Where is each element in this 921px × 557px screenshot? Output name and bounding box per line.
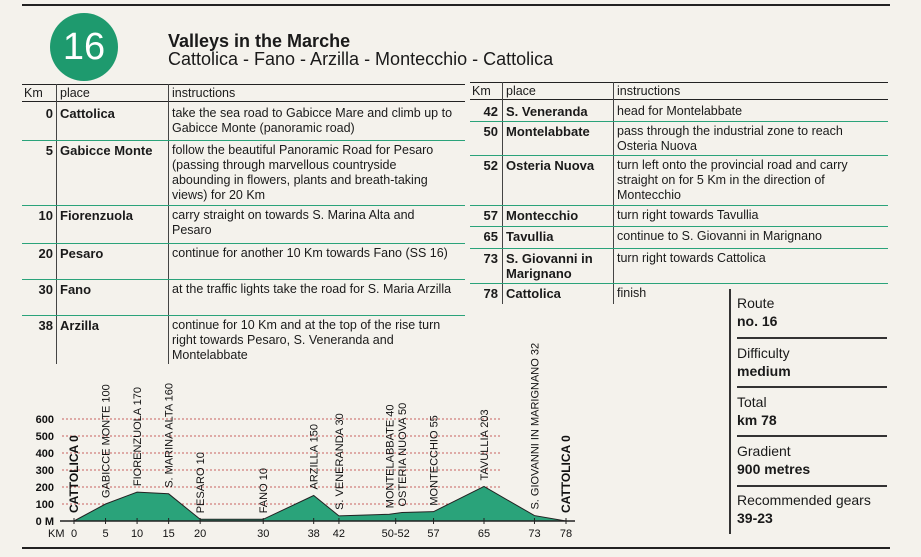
route-label: Route xyxy=(737,295,775,311)
row-separator xyxy=(470,155,888,156)
table-header-rule xyxy=(22,101,465,102)
row-instructions: continue for another 10 Km towards Fano (SS 16) xyxy=(172,246,448,260)
elevation-area xyxy=(74,486,566,521)
gears-label: Recommended gears xyxy=(737,492,871,508)
y-tick-label: 300 xyxy=(35,465,54,477)
row-separator xyxy=(470,121,888,122)
row-separator xyxy=(22,315,465,316)
place-elevation-label: S. MARINA ALTA 160 xyxy=(163,383,176,488)
row-instructions: continue to S. Giovanni in Marignano xyxy=(617,229,822,243)
row-km: 73 xyxy=(483,251,498,266)
header-place: place xyxy=(60,86,90,100)
header-instructions: instructions xyxy=(172,86,236,100)
row-instructions: continue for 10 Km and at the top of the rise turn right towards Pesaro, S. Veneranda and Montelabbate xyxy=(172,318,441,362)
row-km: 10 xyxy=(38,208,53,223)
info-route xyxy=(737,294,777,330)
place-elevation-label: CATTOLICA 0 xyxy=(559,435,573,513)
total-value: km 78 xyxy=(737,412,777,428)
row-place: Cattolica xyxy=(506,286,561,301)
page-title: Valleys in the Marche xyxy=(168,31,351,51)
row-instructions: follow the beautiful Panoramic Road for Pesaro (passing through marvellous countryside abounding in flowers, plants and breath-taking views) for 20 Km xyxy=(172,143,434,202)
row-place: Fiorenzuola xyxy=(60,208,133,223)
row-instructions: finish xyxy=(617,286,647,300)
y-tick-label: 0 M xyxy=(35,516,54,528)
row-place: S. Veneranda xyxy=(506,104,588,119)
column-divider xyxy=(502,82,503,304)
table-header-rule xyxy=(22,84,465,85)
route-number: 16 xyxy=(62,25,106,68)
row-km: 78 xyxy=(483,286,498,301)
gears-value: 39-23 xyxy=(737,510,773,526)
x-tick-label: 20 xyxy=(194,528,207,540)
row-km: 50 xyxy=(483,124,498,139)
place-elevation-label: OSTERIA NUOVA 50 xyxy=(397,402,409,507)
row-instructions: take the sea road to Gabicce Mare and climb up to Gabicce Monte (panoramic road) xyxy=(172,106,453,135)
row-instructions: head for Montelabbate xyxy=(617,104,743,118)
x-tick-label: 15 xyxy=(162,528,175,540)
row-separator xyxy=(470,283,888,284)
row-place: Tavullia xyxy=(506,229,554,244)
row-km: 42 xyxy=(483,104,498,119)
elevation-profile-chart xyxy=(0,340,600,545)
y-tick-label: 100 xyxy=(35,499,54,511)
x-tick-label: 0 xyxy=(70,528,78,540)
row-km: 0 xyxy=(45,106,53,121)
row-place: Arzilla xyxy=(60,318,100,333)
difficulty-label: Difficulty xyxy=(737,345,790,361)
row-km: 57 xyxy=(483,208,498,223)
place-elevation-label: S. VENERANDA 30 xyxy=(333,413,346,510)
row-km: 65 xyxy=(483,229,498,244)
info-gears xyxy=(737,491,871,527)
info-gradient xyxy=(737,442,810,478)
row-instructions: carry straight on towards S. Marina Alta and Pesaro xyxy=(172,208,415,237)
row-separator xyxy=(470,248,888,249)
place-elevation-label: FANO 10 xyxy=(258,468,271,514)
row-instructions: at the traffic lights take the road for S. Maria Arzilla xyxy=(172,282,452,296)
info-total xyxy=(737,393,777,429)
row-place: Montelabbate xyxy=(506,124,590,139)
place-elevation-label: CATTOLICA 0 xyxy=(67,435,81,513)
gradient-label: Gradient xyxy=(737,443,791,459)
row-km: 52 xyxy=(483,158,498,173)
table-header-rule xyxy=(470,82,888,83)
row-separator xyxy=(22,243,465,244)
info-separator xyxy=(737,337,887,339)
x-tick-label: 10 xyxy=(130,528,144,540)
row-place: Fano xyxy=(60,282,92,297)
place-elevation-label: PESARO 10 xyxy=(195,452,208,514)
x-tick-label: 78 xyxy=(559,528,573,540)
row-place: Gabicce Monte xyxy=(60,143,153,158)
row-separator xyxy=(22,140,465,141)
header-km: Km xyxy=(472,84,491,98)
row-instructions: turn right towards Tavullia xyxy=(617,208,759,222)
place-elevation-label: TAVULLIA 203 xyxy=(479,409,491,481)
info-separator xyxy=(737,435,887,437)
x-tick-label: 73 xyxy=(528,528,541,540)
x-tick-label: 42 xyxy=(332,528,346,540)
row-instructions: turn right towards Cattolica xyxy=(617,251,766,265)
route-number-badge xyxy=(50,13,118,81)
place-elevation-label: MONTECCHIO 55 xyxy=(428,415,441,506)
total-label: Total xyxy=(737,394,767,410)
row-separator xyxy=(470,226,888,227)
x-tick-label: 65 xyxy=(477,528,491,540)
top-rule xyxy=(22,4,890,6)
row-km: 20 xyxy=(38,246,53,261)
place-elevation-label: FIORENZUOLA 170 xyxy=(132,387,145,487)
row-km: 30 xyxy=(38,282,53,297)
row-instructions: turn left onto the provincial road and carry straight on for 5 Km in the direction of Montecchio xyxy=(617,158,848,202)
place-elevation-label: MONTELABBATE 40 xyxy=(384,404,397,509)
header-km: Km xyxy=(24,86,43,100)
y-tick-label: 500 xyxy=(35,431,54,443)
row-place: Cattolica xyxy=(60,106,115,121)
place-elevation-label: ARZILLA 150 xyxy=(308,424,321,490)
place-elevation-label: GABICCE MONTE 100 xyxy=(100,384,113,498)
column-divider xyxy=(168,84,169,364)
header-instructions: instructions xyxy=(617,84,681,98)
row-instructions: pass through the industrial zone to reach Osteria Nuova xyxy=(617,124,843,153)
info-separator xyxy=(737,485,887,487)
row-separator xyxy=(22,279,465,280)
route-value: no. 16 xyxy=(737,313,778,329)
page-subtitle: Cattolica - Fano - Arzilla - Montecchio - Cattolica xyxy=(168,49,554,69)
x-tick-label: 5 xyxy=(102,528,109,540)
info-divider xyxy=(729,289,731,534)
y-tick-label: 400 xyxy=(35,448,54,460)
bottom-rule xyxy=(22,547,890,549)
row-separator xyxy=(470,205,888,206)
info-difficulty xyxy=(737,344,791,380)
x-tick-label: 38 xyxy=(307,528,320,540)
x-tick-label: 50-52 xyxy=(381,528,410,540)
table-header-rule xyxy=(470,99,888,100)
row-place: Montecchio xyxy=(506,208,579,223)
difficulty-value: medium xyxy=(737,363,791,379)
info-separator xyxy=(737,386,887,388)
x-axis-unit: KM xyxy=(48,528,65,540)
y-tick-label: 600 xyxy=(35,414,54,426)
row-km: 38 xyxy=(38,318,53,333)
row-place: S. Giovanni in Marignano xyxy=(506,251,593,281)
place-elevation-label: S. GIOVANNI IN MARIGNANO 32 xyxy=(529,342,542,510)
row-separator xyxy=(22,205,465,206)
row-place: Osteria Nuova xyxy=(506,158,595,173)
row-km: 5 xyxy=(45,143,53,158)
gradient-value: 900 metres xyxy=(737,461,811,477)
x-tick-label: 57 xyxy=(427,528,440,540)
y-tick-label: 200 xyxy=(35,482,54,494)
x-tick-label: 30 xyxy=(257,528,270,540)
row-place: Pesaro xyxy=(60,246,104,261)
header-place: place xyxy=(506,84,536,98)
column-divider xyxy=(56,84,57,364)
